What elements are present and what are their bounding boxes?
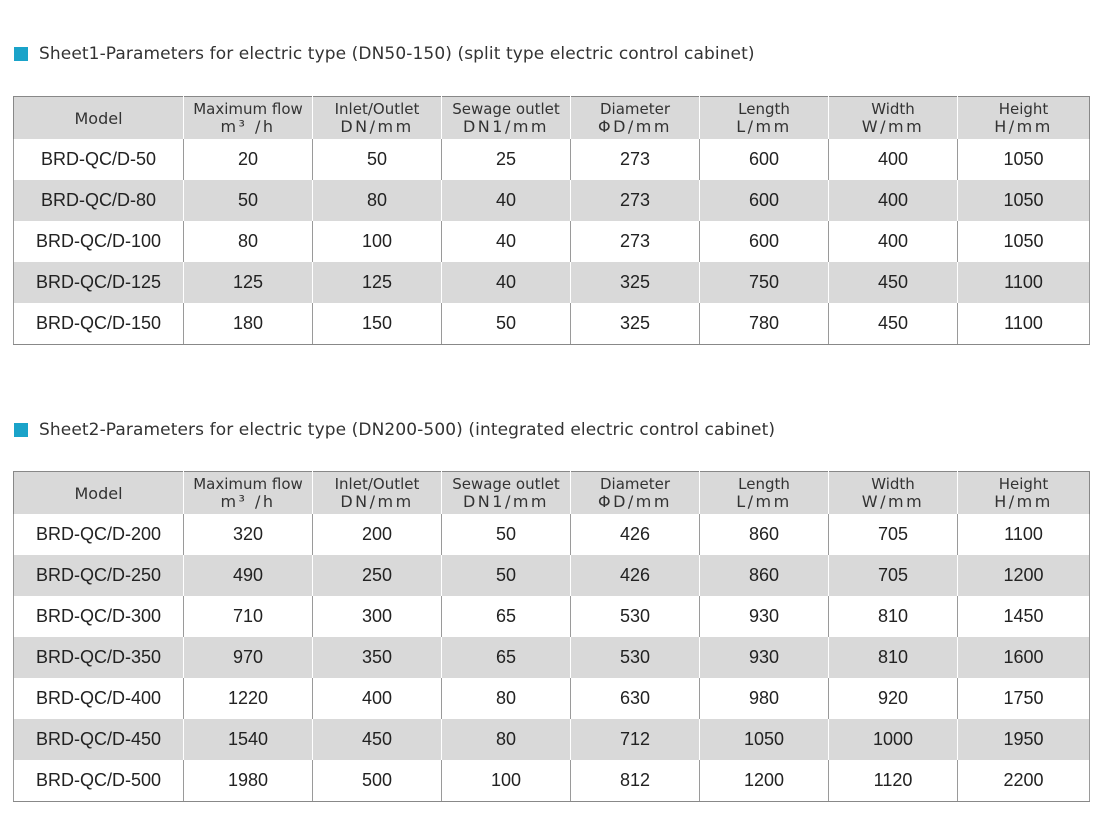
value-cell: 40: [442, 262, 571, 303]
value-cell: 40: [442, 180, 571, 221]
value-cell: 320: [184, 514, 313, 555]
value-cell: 400: [829, 139, 958, 180]
column-header-unit: L/mm: [736, 117, 792, 136]
value-cell: 810: [829, 596, 958, 637]
value-cell: 980: [700, 678, 829, 719]
value-cell: 1540: [184, 719, 313, 760]
value-cell: 300: [313, 596, 442, 637]
column-header-label: Width: [871, 100, 915, 118]
table-body: [14, 514, 1090, 802]
value-cell: 810: [829, 637, 958, 678]
table-header: [14, 97, 1090, 140]
table-row: [14, 514, 1090, 555]
value-cell: 450: [829, 262, 958, 303]
model-cell: BRD-QC/D-250: [14, 555, 184, 596]
table-row: [14, 303, 1090, 345]
value-cell: 1200: [700, 760, 829, 802]
column-header-unit: H/mm: [994, 492, 1053, 511]
column-header: [14, 97, 184, 140]
column-header: [958, 472, 1090, 515]
column-header: [184, 472, 313, 515]
column-header: [829, 97, 958, 140]
value-cell: 600: [700, 221, 829, 262]
column-header-label: Model: [74, 483, 123, 503]
column-header-label: Sewage outlet: [452, 475, 560, 493]
value-cell: 350: [313, 637, 442, 678]
value-cell: 65: [442, 596, 571, 637]
value-cell: 930: [700, 637, 829, 678]
column-header-label: Maximum flow: [193, 475, 303, 493]
column-header-unit: DN/mm: [340, 492, 414, 511]
value-cell: 125: [184, 262, 313, 303]
value-cell: 710: [184, 596, 313, 637]
value-cell: 920: [829, 678, 958, 719]
column-header-label: Maximum flow: [193, 100, 303, 118]
sheet1-title-text: Sheet1-Parameters for electric type (DN50-150) (split type electric control cabinet): [39, 44, 755, 64]
value-cell: 325: [571, 303, 700, 345]
value-cell: 50: [184, 180, 313, 221]
model-cell: BRD-QC/D-200: [14, 514, 184, 555]
model-cell: BRD-QC/D-80: [14, 180, 184, 221]
column-header: [571, 97, 700, 140]
sheet1-parameters-table: [13, 96, 1090, 345]
value-cell: 812: [571, 760, 700, 802]
table-row: [14, 760, 1090, 802]
value-cell: 426: [571, 514, 700, 555]
value-cell: 400: [829, 180, 958, 221]
column-header-label: Length: [738, 475, 790, 493]
value-cell: 530: [571, 596, 700, 637]
value-cell: 1000: [829, 719, 958, 760]
column-header-label: Length: [738, 100, 790, 118]
value-cell: 400: [313, 678, 442, 719]
model-cell: BRD-QC/D-150: [14, 303, 184, 345]
column-header: [442, 472, 571, 515]
model-cell: BRD-QC/D-100: [14, 221, 184, 262]
value-cell: 100: [442, 760, 571, 802]
column-header-unit: W/mm: [861, 492, 925, 511]
column-header-unit: H/mm: [994, 117, 1053, 136]
value-cell: 530: [571, 637, 700, 678]
table-row: [14, 596, 1090, 637]
table-row: [14, 262, 1090, 303]
table-body: [14, 139, 1090, 345]
value-cell: 1120: [829, 760, 958, 802]
model-cell: BRD-QC/D-50: [14, 139, 184, 180]
column-header-unit: W/mm: [861, 117, 925, 136]
column-header-unit: DN1/mm: [462, 492, 550, 511]
value-cell: 1220: [184, 678, 313, 719]
value-cell: 705: [829, 555, 958, 596]
value-cell: 600: [700, 180, 829, 221]
column-header: [829, 472, 958, 515]
value-cell: 600: [700, 139, 829, 180]
table-row: [14, 180, 1090, 221]
value-cell: 150: [313, 303, 442, 345]
value-cell: 426: [571, 555, 700, 596]
value-cell: 65: [442, 637, 571, 678]
sheet2-parameters-table: [13, 471, 1090, 802]
value-cell: 325: [571, 262, 700, 303]
sheet2-title-text: Sheet2-Parameters for electric type (DN200-500) (integrated electric control cabinet): [39, 420, 776, 440]
value-cell: 400: [829, 221, 958, 262]
column-header: [184, 97, 313, 140]
model-cell: BRD-QC/D-450: [14, 719, 184, 760]
value-cell: 780: [700, 303, 829, 345]
column-header: [700, 97, 829, 140]
table-row: [14, 637, 1090, 678]
square-bullet-icon: [14, 47, 28, 61]
column-header: [14, 472, 184, 515]
square-bullet-icon: [14, 423, 28, 437]
value-cell: 630: [571, 678, 700, 719]
value-cell: 1100: [958, 514, 1090, 555]
value-cell: 1750: [958, 678, 1090, 719]
column-header-label: Height: [998, 100, 1049, 118]
value-cell: 1100: [958, 303, 1090, 345]
column-header-label: Diameter: [599, 475, 671, 493]
model-cell: BRD-QC/D-300: [14, 596, 184, 637]
value-cell: 705: [829, 514, 958, 555]
column-header-unit: ΦD/mm: [598, 492, 672, 511]
value-cell: 100: [313, 221, 442, 262]
column-header-label: Inlet/Outlet: [334, 100, 420, 118]
table-row: [14, 719, 1090, 760]
column-header: [958, 97, 1090, 140]
table-row: [14, 221, 1090, 262]
value-cell: 125: [313, 262, 442, 303]
value-cell: 930: [700, 596, 829, 637]
model-cell: BRD-QC/D-125: [14, 262, 184, 303]
value-cell: 1950: [958, 719, 1090, 760]
value-cell: 80: [442, 678, 571, 719]
column-header: [700, 472, 829, 515]
column-header-unit: m³ /h: [220, 117, 276, 136]
value-cell: 40: [442, 221, 571, 262]
value-cell: 1050: [700, 719, 829, 760]
column-header: [571, 472, 700, 515]
value-cell: 50: [442, 514, 571, 555]
column-header-label: Width: [871, 475, 915, 493]
model-cell: BRD-QC/D-400: [14, 678, 184, 719]
value-cell: 180: [184, 303, 313, 345]
value-cell: 80: [442, 719, 571, 760]
value-cell: 80: [313, 180, 442, 221]
sheet2-title: [14, 420, 775, 440]
table-header: [14, 472, 1090, 515]
value-cell: 1200: [958, 555, 1090, 596]
column-header-label: Sewage outlet: [452, 100, 560, 118]
table-row: [14, 555, 1090, 596]
column-header-unit: m³ /h: [220, 492, 276, 511]
column-header-unit: L/mm: [736, 492, 792, 511]
value-cell: 750: [700, 262, 829, 303]
column-header-label: Height: [998, 475, 1049, 493]
value-cell: 50: [313, 139, 442, 180]
value-cell: 80: [184, 221, 313, 262]
column-header-unit: DN1/mm: [462, 117, 550, 136]
value-cell: 1100: [958, 262, 1090, 303]
column-header-unit: ΦD/mm: [598, 117, 672, 136]
value-cell: 860: [700, 514, 829, 555]
value-cell: 273: [571, 221, 700, 262]
value-cell: 50: [442, 303, 571, 345]
table-row: [14, 678, 1090, 719]
value-cell: 250: [313, 555, 442, 596]
value-cell: 450: [313, 719, 442, 760]
value-cell: 2200: [958, 760, 1090, 802]
value-cell: 273: [571, 139, 700, 180]
column-header-unit: DN/mm: [340, 117, 414, 136]
value-cell: 1050: [958, 180, 1090, 221]
model-cell: BRD-QC/D-500: [14, 760, 184, 802]
value-cell: 1450: [958, 596, 1090, 637]
value-cell: 273: [571, 180, 700, 221]
sheet1-title: [14, 44, 755, 64]
value-cell: 20: [184, 139, 313, 180]
column-header-label: Diameter: [599, 100, 671, 118]
value-cell: 490: [184, 555, 313, 596]
value-cell: 1980: [184, 760, 313, 802]
value-cell: 1600: [958, 637, 1090, 678]
value-cell: 200: [313, 514, 442, 555]
column-header: [313, 472, 442, 515]
value-cell: 970: [184, 637, 313, 678]
model-cell: BRD-QC/D-350: [14, 637, 184, 678]
column-header-label: Model: [74, 108, 123, 128]
value-cell: 860: [700, 555, 829, 596]
value-cell: 25: [442, 139, 571, 180]
column-header: [442, 97, 571, 140]
value-cell: 50: [442, 555, 571, 596]
column-header: [313, 97, 442, 140]
value-cell: 500: [313, 760, 442, 802]
value-cell: 1050: [958, 221, 1090, 262]
value-cell: 450: [829, 303, 958, 345]
column-header-label: Inlet/Outlet: [334, 475, 420, 493]
table-row: [14, 139, 1090, 180]
value-cell: 712: [571, 719, 700, 760]
value-cell: 1050: [958, 139, 1090, 180]
